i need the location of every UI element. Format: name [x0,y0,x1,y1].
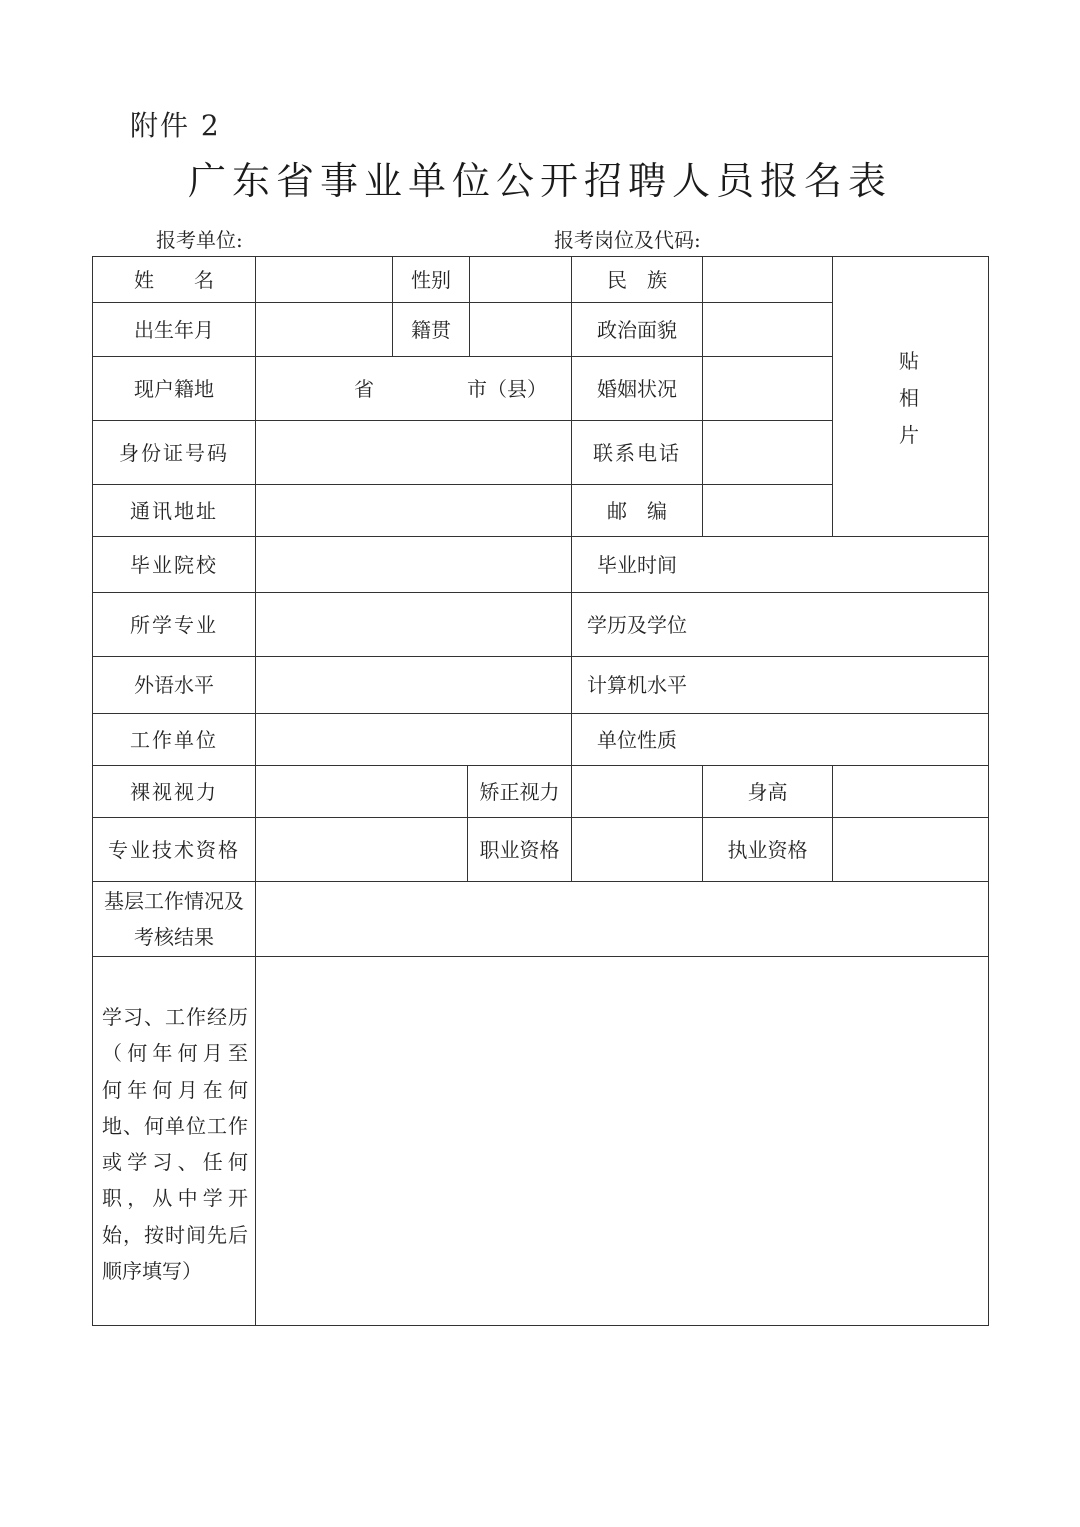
ethnicity-label: 民 族 [607,267,667,292]
native-place-label: 籍贯 [411,317,451,342]
history-line: 或学习、任何 [102,1150,248,1175]
naked-vision-label: 裸视视力 [130,779,218,804]
tech-qualification-label: 专业技术资格 [108,837,240,862]
name-field[interactable] [256,257,392,302]
address-label: 通讯地址 [130,498,218,523]
corrected-vision-label: 矫正视力 [479,779,560,804]
height-field[interactable] [833,766,988,817]
gender-field[interactable] [470,257,571,302]
photo-placeholder [833,257,988,536]
history-label [102,999,248,1289]
grad-time-label: 毕业时间 [597,552,677,577]
postcode-field[interactable] [703,485,832,536]
attachment-label: 附件 2 [130,109,221,142]
native-place-field[interactable] [470,303,571,356]
history-field[interactable] [256,957,988,1325]
gender-label: 性别 [411,267,451,292]
major-field[interactable] [256,593,571,656]
history-line: 学习、工作经历 [102,1005,248,1029]
photo-char-1: 贴 [899,349,919,373]
birth-label: 出生年月 [134,317,214,342]
school-label: 毕业院校 [130,552,218,577]
ethnicity-field[interactable] [703,257,832,302]
vocational-qualification-field[interactable] [572,818,702,881]
grassroots-work-label [93,882,255,956]
corrected-vision-field[interactable] [572,766,702,817]
marital-label: 婚姻状况 [597,376,677,401]
practice-qualification-field[interactable] [833,818,988,881]
foreign-language-field[interactable] [256,657,571,713]
marital-field[interactable] [703,357,832,420]
grad-time-field[interactable] [703,537,988,592]
history-line: 始，按时间先后 [102,1222,248,1247]
header-position-label: 报考岗位及代码: [554,228,701,252]
school-field[interactable] [256,537,571,592]
major-label: 所学专业 [130,612,218,637]
degree-label: 学历及学位 [587,612,687,637]
practice-qualification-label: 执业资格 [727,837,808,862]
employer-field[interactable] [256,714,571,765]
grassroots-work-field[interactable] [256,882,988,956]
degree-field[interactable] [703,593,988,656]
history-line: 职，从中学开 [102,1186,248,1211]
phone-label: 联系电话 [593,440,681,465]
form-title: 广东省事业单位公开招聘人员报名表 [187,159,892,203]
household-label: 现户籍地 [134,376,214,401]
history-line: （何年何月至 [102,1041,248,1066]
political-status-label: 政治面貌 [597,317,677,342]
history-line: 顺序填写） [102,1259,202,1284]
vocational-qualification-label: 职业资格 [479,837,560,862]
name-label: 姓 名 [134,267,214,292]
grassroots-label-line1: 基层工作情况及 [104,889,244,913]
employer-label: 工作单位 [130,727,218,752]
city-suffix: 市（县） [467,376,547,401]
history-line: 地、何单位工作 [102,1113,248,1138]
tech-qualification-field[interactable] [256,818,467,881]
history-line: 何年何月在何 [102,1077,248,1102]
computer-level-field[interactable] [703,657,988,713]
employer-type-label: 单位性质 [597,727,677,752]
postcode-label: 邮 编 [607,498,667,523]
employer-type-field[interactable] [703,714,988,765]
naked-vision-field[interactable] [256,766,467,817]
height-label: 身高 [747,779,788,804]
id-number-label: 身份证号码 [119,440,229,465]
photo-char-3: 片 [899,423,919,447]
id-number-field[interactable] [256,421,571,484]
foreign-language-label: 外语水平 [134,673,214,697]
province-suffix: 省 [354,376,374,401]
grassroots-label-line2: 考核结果 [134,925,214,949]
header-unit-label: 报考单位: [156,228,243,252]
computer-level-label: 计算机水平 [587,673,687,697]
address-field[interactable] [256,485,571,536]
birth-field[interactable] [256,303,392,356]
phone-field[interactable] [703,421,832,484]
photo-char-2: 相 [899,386,919,410]
political-status-field[interactable] [703,303,832,356]
